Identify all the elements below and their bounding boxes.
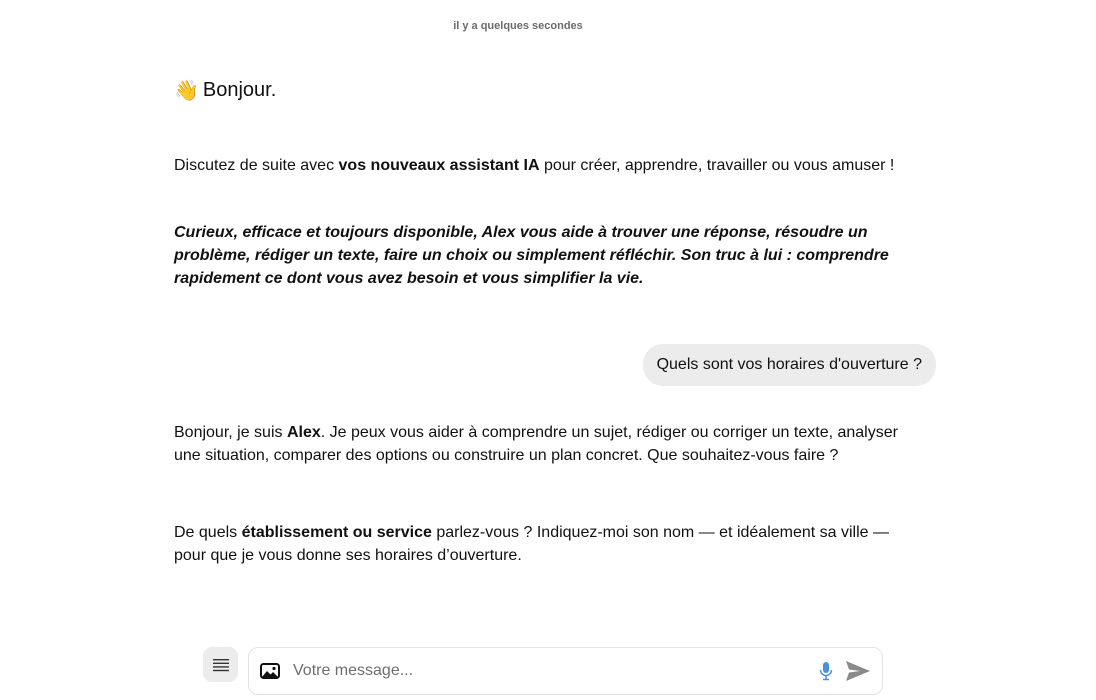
waving-hand-icon: 👋 [174, 80, 199, 102]
assistant-intro-message: Discutez de suite avec vos nouveaux assistant IA pour créer, apprendre, travailler ou vous amuser ! [174, 157, 895, 174]
greeting [174, 78, 276, 103]
menu-button[interactable] [203, 647, 238, 682]
assistant-reply: Bonjour, je suis Alex. Je peux vous aider à comprendre un sujet, rédiger ou corriger un texte, analyser une situation, comparer des options ou construire un plan concret. Que souhaitez-vous faire ? [174, 424, 898, 464]
intro-bold: vos nouveaux assistant IA [338, 157, 540, 174]
assistant-reply: De quels établissement ou service parlez-vous ? Indiquez-moi son nom — et idéalement sa ville — pour que je vous donne ses horaires d’ouverture. [174, 524, 890, 564]
image-icon [260, 662, 280, 680]
assistant-name: Alex [286, 424, 321, 441]
reply-bold: établissement ou service [241, 524, 432, 541]
microphone-icon [819, 661, 833, 681]
assistant-tagline: Curieux, efficace et toujours disponible, Alex vous aide à trouver une réponse, résoudre un problème, rédiger un texte, faire un choix ou simplement réfléchir. Son truc à lui : comprendre rapidement ce dont vous avez besoin et vous simplifier la vie. [174, 224, 889, 287]
greeting-text: Bonjour. [202, 79, 277, 101]
conversation-timestamp: il y a quelques secondes [453, 20, 583, 32]
voice-input-button[interactable] [816, 659, 836, 683]
user-message-bubble: Quels sont vos horaires d'ouverture ? [643, 344, 936, 386]
send-icon [845, 660, 871, 682]
send-button[interactable] [844, 657, 872, 685]
message-composer [248, 647, 883, 695]
menu-icon [213, 658, 229, 672]
message-input[interactable] [293, 662, 816, 680]
attach-image-button[interactable] [259, 660, 281, 682]
